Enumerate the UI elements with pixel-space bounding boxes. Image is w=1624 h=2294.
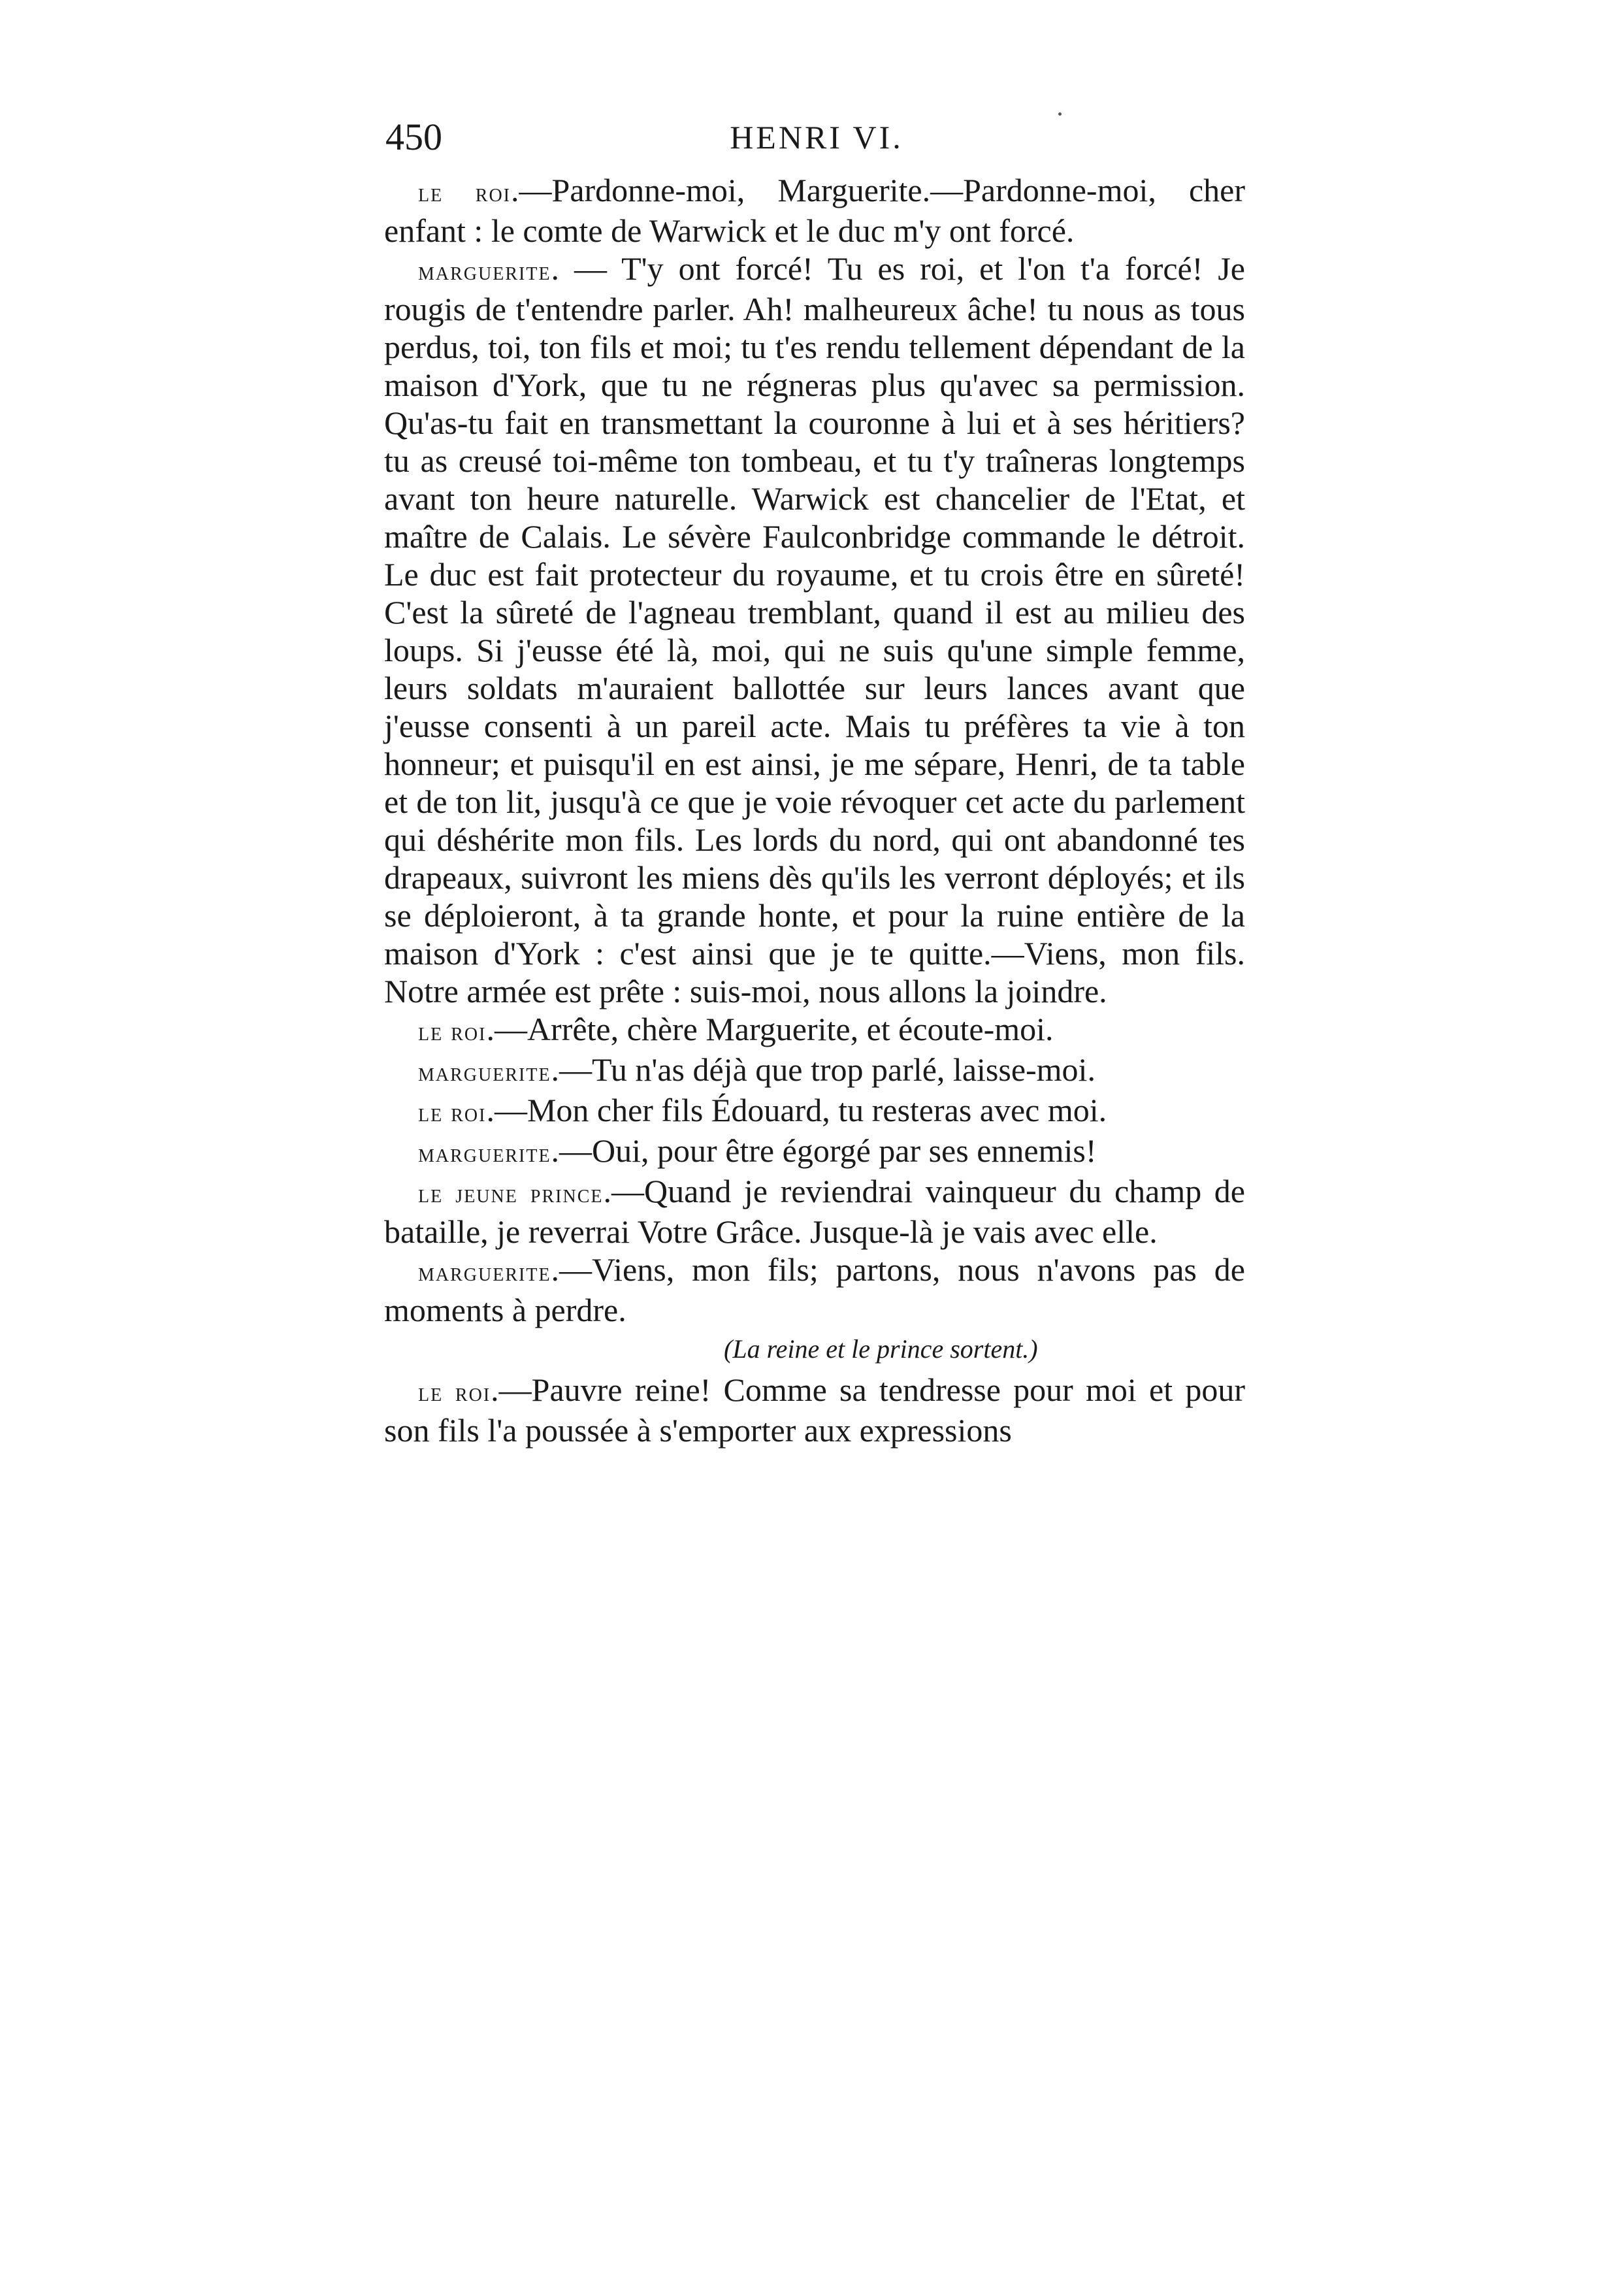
stage-direction: (La reine et le prince sortent.) <box>724 1334 1038 1364</box>
speech-text: Quand je reviendrai vainqueur du champ de bataille, je reverrai Votre Grâce. Jusque-là je vais avec elle. <box>384 1173 1245 1250</box>
running-title: HENRI VI. <box>730 119 903 156</box>
speaker-separator: .— <box>551 1132 593 1169</box>
page-number: 450 <box>385 116 442 158</box>
speaker-name: le roi <box>418 1017 487 1046</box>
speaker-name: marguerite <box>418 256 551 286</box>
dialogue-paragraph <box>384 1132 1245 1172</box>
speaker-separator: .— <box>551 1051 593 1088</box>
dialogue-paragraph <box>384 1371 1245 1449</box>
dialogue-paragraph <box>384 1051 1245 1091</box>
speaker-name: marguerite <box>418 1257 551 1286</box>
print-speck <box>1058 112 1062 116</box>
speech-text: T'y ont forcé! Tu es roi, et l'on t'a forcé! Je rougis de t'entendre parler. Ah! malheureux âche! tu nous as tous perdus, toi, ton fils et moi; tu t'es rendu tellement dépendant de la maison d'York, que tu ne régneras plus qu'avec sa permission. Qu'as-tu fait en transmettant la couronne à lui et à ses héritiers? tu as creusé toi-même ton tombeau, et tu t'y traîneras longtemps avant ton heure naturelle. Warwick est chancelier de l'Etat, et maître de Calais. Le sévère Faulconbridge commande le détroit. Le duc est fait protecteur du royaume, et tu crois être en sûreté! C'est la sûreté de l'agneau tremblant, quand il est au milieu des loups. Si j'eusse été là, moi, qui ne suis qu'une simple femme, leurs soldats m'auraient ballottée sur leurs lances avant que j'eusse consenti à un pareil acte. Mais tu préfères ta vie à ton honneur; et puisqu'il en est ainsi, je me sépare, Henri, de ta table et de ton lit, jusqu'à ce que je voie révoquer cet acte du parlement qui déshérite mon fils. Les lords du nord, qui ont abandonné tes drapeaux, suivront les miens dès qu'ils les verront déployés; et ils se déploieront, à ta grande honte, et pour la ruine entière de la maison d'York : c'est ainsi que je te quitte.—Viens, mon fils. Notre armée est prête : suis-moi, nous allons la joindre. <box>384 250 1245 1009</box>
speech-text: Pardonne-moi, Marguerite.—Pardonne-moi, cher enfant : le comte de Warwick et le duc m'y ont forcé. <box>384 172 1245 249</box>
dialogue-paragraph <box>384 1010 1245 1051</box>
speech-text: Viens, mon fils; partons, nous n'avons pas de moments à perdre. <box>384 1251 1245 1328</box>
speaker-name: le roi <box>418 1098 487 1127</box>
speech-text: Pauvre reine! Comme sa tendresse pour moi et pour son fils l'a poussée à s'emporter aux expressions <box>384 1371 1245 1449</box>
page-header <box>385 111 1248 163</box>
speaker-separator: .— <box>603 1173 645 1209</box>
speaker-name: marguerite <box>418 1138 551 1168</box>
speaker-separator: .— <box>551 1251 593 1288</box>
speech-text: Arrête, chère Marguerite, et écoute-moi. <box>527 1011 1054 1047</box>
speaker-name: le roi <box>418 1377 491 1407</box>
dialogue-paragraph <box>384 171 1245 250</box>
speaker-separator: .— <box>486 1011 527 1047</box>
dialogue-paragraph <box>384 250 1245 1010</box>
speech-text: Oui, pour être égorgé par ses ennemis! <box>592 1132 1097 1169</box>
speaker-separator: .— <box>486 1092 527 1128</box>
dialogue-paragraph <box>384 1091 1245 1132</box>
speaker-separator: .— <box>491 1371 532 1408</box>
speaker-separator: .— <box>511 172 552 208</box>
body-text <box>384 171 1245 1449</box>
speaker-name: marguerite <box>418 1057 551 1087</box>
dialogue-paragraph <box>384 1251 1245 1329</box>
speaker-separator: . — <box>551 250 622 287</box>
speaker-name: le jeune prince <box>418 1179 604 1208</box>
speech-text: Mon cher fils Édouard, tu resteras avec moi. <box>527 1092 1107 1128</box>
speech-text: Tu n'as déjà que trop parlé, laisse-moi. <box>592 1051 1096 1088</box>
dialogue-paragraph <box>384 1172 1245 1251</box>
speaker-name: le roi <box>418 178 512 207</box>
